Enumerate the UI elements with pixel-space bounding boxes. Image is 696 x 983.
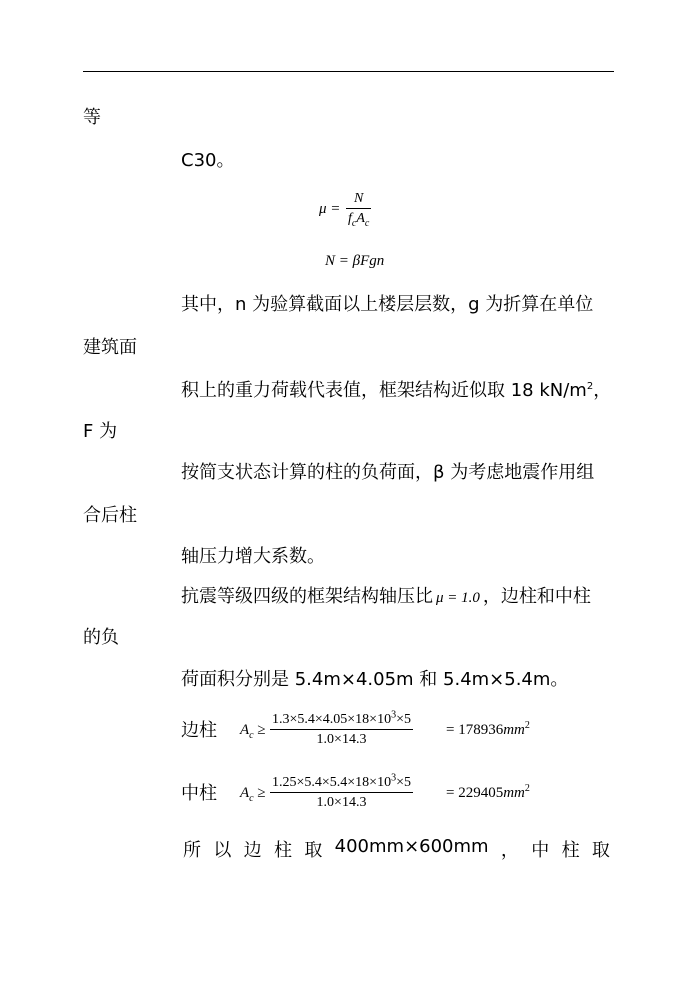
formula-edge-lhs: $A_c$ ≥ bbox=[240, 722, 266, 741]
formula-mu-value: μ = 1.0 bbox=[436, 590, 480, 606]
formula-mu-numerator: N bbox=[354, 191, 364, 206]
text-line-5: 积上的重力荷载代表值，框架结构近似取 18 $kN/m^2$， bbox=[181, 380, 612, 401]
text-line-10: 抗震等级四级的框架结构轴压比 μ = 1.0 ，边柱和中柱 bbox=[181, 586, 591, 607]
formula-edge-fraction bbox=[270, 711, 413, 748]
text-line-8: 合后柱 bbox=[83, 505, 137, 526]
formula-edge-denominator: 1.0×14.3 bbox=[316, 732, 367, 747]
text-line-12: 荷面积分别是 5.4m×4.05m 和 5.4m×5.4m。 bbox=[181, 669, 569, 690]
text-line-9: 轴压力增大系数。 bbox=[181, 546, 325, 567]
fraction-bar bbox=[270, 729, 413, 730]
fraction-bar bbox=[270, 792, 413, 793]
text-line-4: 建筑面 bbox=[83, 337, 137, 358]
text-line-6: F 为 bbox=[83, 421, 118, 442]
text-line-3: 其中，n 为验算截面以上楼层层数，g 为折算在单位 bbox=[181, 294, 594, 315]
formula-mid-numerator: $1.25\times 5.4\times 5.4\times 18\times 10^3\times 5$ bbox=[272, 772, 411, 790]
formula-mid-rhs: = $229405mm^2$ bbox=[446, 783, 530, 801]
formula-edge-rhs: = $178936mm^2$ bbox=[446, 720, 530, 738]
formula-mid-denominator: 1.0×14.3 bbox=[316, 795, 367, 810]
middle-column-label: 中柱 bbox=[181, 783, 217, 804]
header-rule bbox=[83, 71, 614, 72]
text-line-1: 等 bbox=[83, 107, 101, 128]
fraction-bar bbox=[346, 208, 371, 209]
formula-mu-lhs: μ = bbox=[319, 201, 341, 217]
text-line-2: C30。 bbox=[181, 150, 235, 171]
formula-mid-fraction bbox=[270, 774, 413, 811]
formula-N: N = βFgn bbox=[325, 253, 385, 269]
text-line-11: 的负 bbox=[83, 627, 119, 648]
formula-mu-denominator: $f_cA_c$ bbox=[348, 211, 370, 229]
formula-mu-fraction bbox=[346, 190, 371, 227]
text-line-15: 所 以 边 柱 取 400mm×600mm ， 中 柱 取 bbox=[183, 836, 610, 861]
edge-column-label: 边柱 bbox=[181, 720, 217, 741]
text-line-7: 按简支状态计算的柱的负荷面，β 为考虑地震作用组 bbox=[181, 462, 595, 483]
formula-edge-numerator: $1.3\times 5.4\times 4.05\times 18\times 10^3\times 5$ bbox=[272, 709, 411, 727]
formula-mid-lhs: $A_c$ ≥ bbox=[240, 785, 266, 804]
